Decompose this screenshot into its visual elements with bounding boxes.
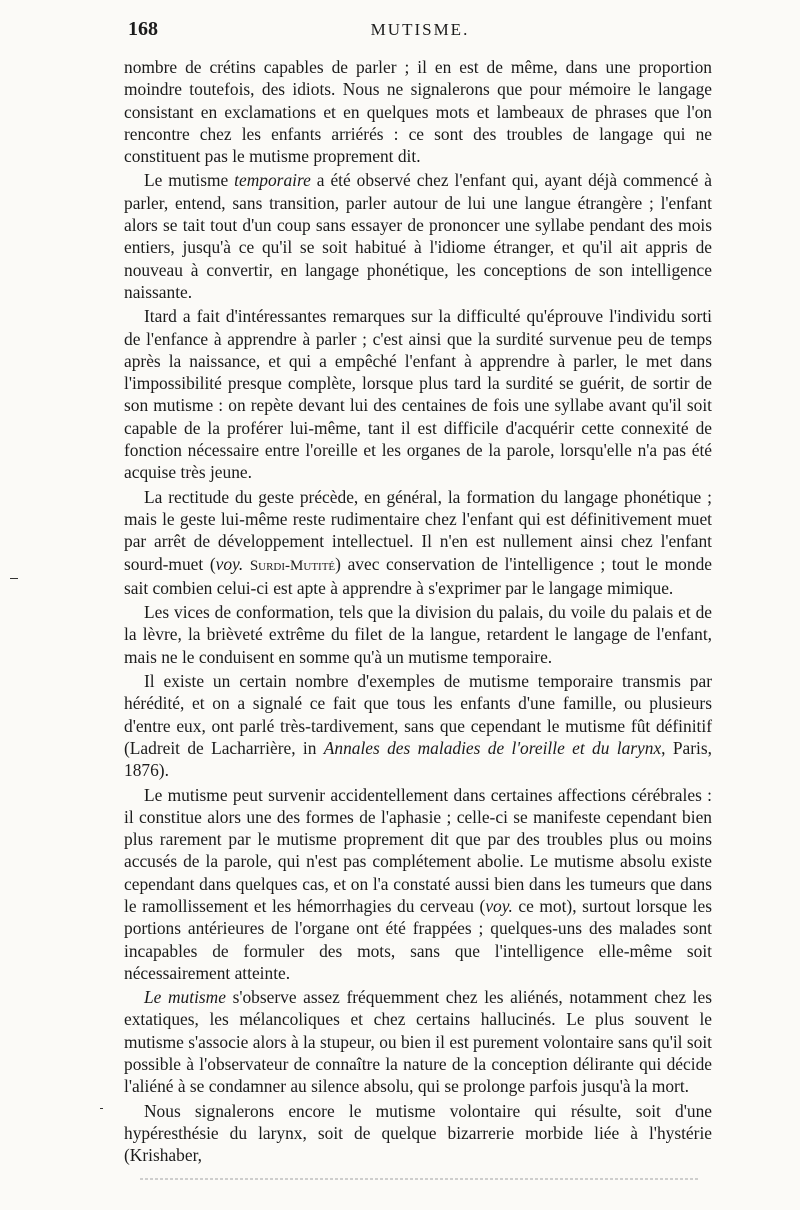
paragraph-8 bbox=[124, 986, 712, 1097]
paragraph-4-start: La rectitude du geste précède, en général, la formation du langage phonétique ; mais le geste lui-même reste rudimentaire chez l'enfant qui est définitivement muet par arrêt de développement intellectuel. Il n'en est nullement ainsi chez l'enfant sourd-muet ( bbox=[124, 486, 712, 574]
emphasis-le-mutisme: Le mutisme bbox=[144, 987, 226, 1008]
paragraph-4 bbox=[124, 486, 712, 599]
paragraph-4-end: ) avec conservation de l'intelligence ; tout le monde sait combien celui-ci est apte à apprendre à s'exprimer par le langage mimique. bbox=[124, 553, 712, 598]
page-number: 168 bbox=[128, 18, 158, 40]
paragraph-1: nombre de crétins capables de parler ; il en est de même, dans une proportion moindre toutefois, des idiots. Nous ne signalerons que pour mémoire le langage consistant en exclamations et en quelques mots et lambeaux de phrases que l'on rencontre chez les enfants arriérés : ce sont des troubles de langage qui ne constituent pas le mutisme proprement dit. bbox=[124, 57, 712, 167]
paragraph-5: Les vices de conformation, tels que la division du palais, du voile du palais et de la lèvre, la brièveté extrême du filet de la langue, retardent le langage de l'enfant, mais ne le conduisent en somme qu'à un mutisme temporaire. bbox=[124, 602, 712, 667]
paragraph-6-end: , Paris, 1876). bbox=[124, 737, 712, 781]
paragraph-2-rest: a été observé chez l'enfant qui, ayant déjà commencé à parler, entend, sans transition, parler autour de lui une langue étrangère ; l'enfant alors se tait tout d'un coup sans essayer de prononcer une syllabe pendant des mois entiers, jusqu'à ce qu'il se soit habitué à l'idiome étranger, et qu'il ait appris de nouveau à convertir, en langage phonétique, les conceptions de son intelligence naissante. bbox=[124, 170, 712, 302]
paragraph-6-start: Il existe un certain nombre d'exemples de mutisme temporaire transmis par hérédité, et on a signalé ce fait que tous les enfants d'une famille, ou plusieurs d'entre eux, ont parlé très-tardivement, sans que cependant le mutisme fût définitif (Ladreit de Lacharrière, in bbox=[124, 671, 712, 758]
cross-reference-surdi-mutite: Surdi-Mutité bbox=[249, 557, 336, 574]
paragraph-3: Itard a fait d'intéressantes remarques sur la difficulté qu'éprouve l'individu sorti de l'enfance à apprendre à parler ; c'est ainsi que la surdité survenue peu de temps après la naissance, et qui a empêché l'enfant à apprendre à parler, le met dans l'impossibilité presque complète, lorsque plus tard la surdité se guérit, de sortir de son mutisme : on repète devant lui des centaines de fois une syllabe avant qu'il soit capable de la proférer lui-même, tant il est difficile d'acquérir cette connexité de fonction nécessaire entre l'oreille et les organes de la parole, lorsqu'elle n'a pas été acquise très jeune. bbox=[124, 306, 712, 483]
bleed-through-line bbox=[140, 1178, 700, 1180]
running-title: MUTISME. bbox=[370, 20, 470, 39]
paragraph-2 bbox=[124, 169, 712, 303]
margin-mark bbox=[100, 1108, 103, 1109]
margin-mark bbox=[10, 578, 18, 579]
emphasis-temporaire: temporaire bbox=[234, 170, 311, 191]
voy-reference: voy. bbox=[485, 895, 513, 916]
body-text bbox=[124, 56, 712, 1167]
paragraph-9: Nous signalerons encore le mutisme volontaire qui résulte, soit d'une hypéresthésie du larynx, soit de quelque bizarrerie morbide liée à l'hystérie (Krishaber, bbox=[124, 1100, 712, 1166]
page-header bbox=[128, 18, 712, 48]
paragraph-8-rest: s'observe assez fréquemment chez les aliénés, notamment chez les extatiques, les mélancoliques et chez certains hallucinés. Le plus souvent le mutisme s'associe alors à la stupeur, ou bien il est purement volontaire sans qu'il soit possible à l'observateur de connaître la nature de la conception délirante qui décide l'aliéné à se condamner au silence absolu, qui se prolonge parfois jusqu'à la mort. bbox=[124, 987, 713, 1097]
paragraph-7-end: ce mot), surtout lorsque les portions antérieures de l'organe ont été frappées ; quelques-uns des malades sont incapables de formuler des mots, sans que l'intelligence elle-même soit nécessairement atteinte. bbox=[124, 895, 712, 983]
paragraph-7-start: Le mutisme peut survenir accidentellement dans certaines affections cérébrales : il constitue alors une des formes de l'aphasie ; celle-ci se manifeste cependant bien plus rarement par le mutisme proprement dit que par des troubles plus ou moins accusés de la parole, qui n'est pas complétement abolie. Le mutisme absolu existe cependant dans quelques cas, et on l'a constaté aussi bien dans les tumeurs que dans le ramollissement et les hémorrhagies du cerveau ( bbox=[124, 784, 712, 916]
paragraph-7 bbox=[124, 784, 712, 985]
voy-reference: voy. bbox=[215, 553, 244, 574]
paragraph-2-lead: Le mutisme bbox=[144, 170, 235, 191]
journal-title: Annales des maladies de l'oreille et du larynx bbox=[323, 737, 662, 758]
paragraph-6 bbox=[124, 670, 712, 781]
